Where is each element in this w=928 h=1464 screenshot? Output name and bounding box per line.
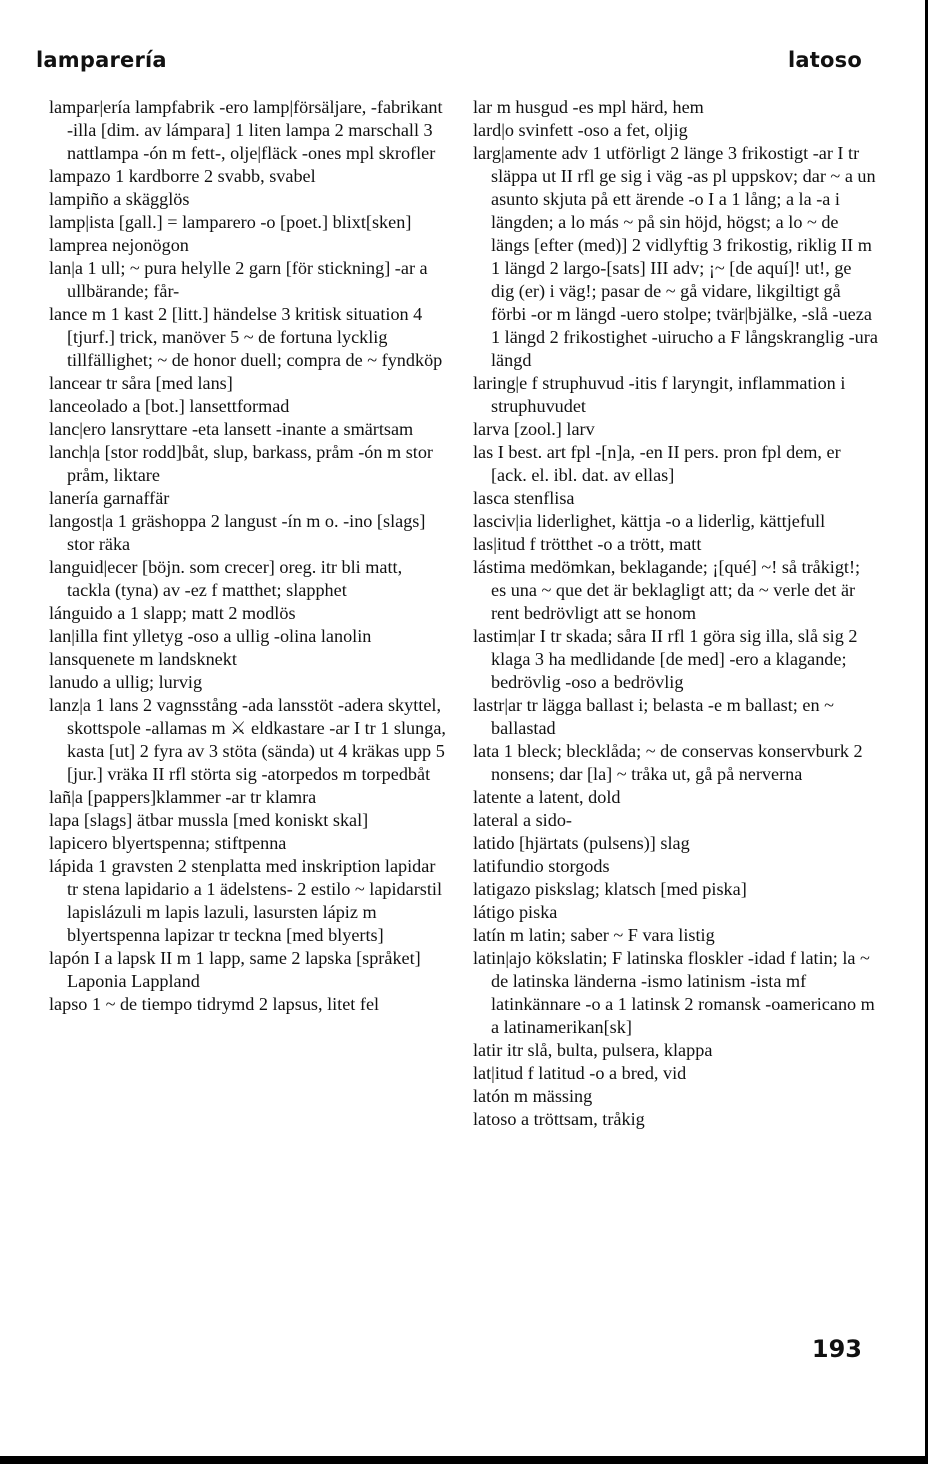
dictionary-entry: lánguido a 1 slapp; matt 2 modlös [49, 603, 296, 623]
dictionary-entry: lata 1 bleck; blecklåda; ~ de conservas konservburk 2 nonsens; dar [la] ~ tråka ut, gå på nerverna [473, 741, 863, 784]
dictionary-entry: latin|ajo kökslatin; F latinska floskler -idad f latin; la ~ de latinska länderna -ismo latinism -ista mf latinkännare -o a 1 latinsk 2 romansk -oamericano m a latinamerikan[sk] [473, 948, 875, 1037]
dictionary-entry: lañ|a [pappers]klammer -ar tr klamra [49, 787, 317, 807]
right-column [473, 96, 878, 1131]
dictionary-entry: latoso a tröttsam, tråkig [473, 1109, 645, 1129]
dictionary-entry: lanceolado a [bot.] lansettformad [49, 396, 290, 416]
dictionary-entry: latigazo piskslag; klatsch [med piska] [473, 879, 747, 899]
dictionary-entry: lard|o svinfett -oso a fet, oljig [473, 120, 688, 140]
dictionary-entry: lastr|ar tr lägga ballast i; belasta -e m ballast; en ~ ballastad [473, 695, 834, 738]
dictionary-entry: lasca stenflisa [473, 488, 575, 508]
dictionary-entry: larva [zool.] larv [473, 419, 595, 439]
running-head-right: latoso [788, 48, 862, 72]
dictionary-entry: lansquenete m landsknekt [49, 649, 237, 669]
dictionary-entry: lan|illa fint ylletyg -oso a ullig -olina lanolin [49, 626, 372, 646]
dictionary-entry: lapón I a lapsk II m 1 lapp, same 2 lapska [språket] Laponia Lappland [49, 948, 421, 991]
dictionary-entry: languid|ecer [böjn. som crecer] oreg. itr bli matt, tackla (tyna) av -ez f matthet; slapphet [49, 557, 403, 600]
dictionary-entry: larg|amente adv 1 utförligt 2 länge 3 frikostigt -ar I tr släppa ut II rfl ge sig i väg -as pl uppskov; dar ~ a un asunto skjuta på ett ärende -o I a 1 lång; a la -a i längden; a lo más ~ på sin höjd, högst; a lo ~ de längs [efter (med)] 2 vidlyftig 3 frikostig, riklig II m 1 längd 2 largo-[sats] III adv; ¡~ [de aquí]! ut!, ge dig (er) i väg!; pasar de ~ gå vidare, likgiltigt gå förbi -or m längd -uero stolpe; tvär|bjälke, -slå -ueza 1 längd 2 frikostighet -uirucho a F långskranglig -ura längd [473, 143, 878, 370]
dictionary-entry: lamprea nejonögon [49, 235, 189, 255]
dictionary-entry: lampiño a skägglös [49, 189, 190, 209]
dictionary-entry: lateral a sido- [473, 810, 572, 830]
dictionary-entry: lápida 1 gravsten 2 stenplatta med inskription lapidar tr stena lapidario a 1 ädelstens- 2 estilo ~ lapidarstil lapislázuli m lapis lazuli, lasursten lápiz m blyertspenna lapizar tr teckna [med blyerts] [49, 856, 443, 945]
dictionary-entry: lance m 1 kast 2 [litt.] händelse 3 kritisk situation 4 [tjurf.] trick, manöver 5 ~ de fortuna lycklig tillfällighet; ~ de honor duell; compra de ~ fyndköp [49, 304, 443, 370]
running-head-left: lamparería [36, 48, 167, 72]
dictionary-entry: lastim|ar I tr skada; såra II rfl 1 göra sig illa, slå sig 2 klaga 3 ha medlidande [de med] -ero a klagande; bedrövlig -oso a bedrövlig [473, 626, 858, 692]
dictionary-entry: latente a latent, dold [473, 787, 621, 807]
dictionary-entry: lan|a 1 ull; ~ pura helylle 2 garn [för stickning] -ar a ullbärande; får- [49, 258, 428, 301]
dictionary-entry: lampazo 1 kardborre 2 svabb, svabel [49, 166, 316, 186]
dictionary-entry: latir itr slå, bulta, pulsera, klappa [473, 1040, 713, 1060]
dictionary-entry: lanería garnaffär [49, 488, 170, 508]
dictionary-entry: lar m husgud -es mpl härd, hem [473, 97, 704, 117]
dictionary-entry: langost|a 1 gräshoppa 2 langust -ín m o. -ino [slags] stor räka [49, 511, 426, 554]
dictionary-entry: lasciv|ia liderlighet, kättja -o a liderlig, kättjefull [473, 511, 826, 531]
scan-edge-bottom [0, 1456, 928, 1464]
dictionary-entry: laring|e f struphuvud -itis f laryngit, inflammation i struphuvudet [473, 373, 846, 416]
dictionary-entry: lanudo a ullig; lurvig [49, 672, 203, 692]
dictionary-entry: lampar|ería lampfabrik -ero lamp|försäljare, -fabrikant -illa [dim. av lámpara] 1 liten lampa 2 marschall 3 nattlampa -ón m fett-, olje|fläck -ones mpl skrofler [49, 97, 443, 163]
dictionary-entry: latín m latin; saber ~ F vara listig [473, 925, 715, 945]
dictionary-entry: lapa [slags] ätbar mussla [med koniskt skal] [49, 810, 369, 830]
dictionary-entry: lástima medömkan, beklagande; ¡[qué] ~! så tråkigt!; es una ~ que det är beklagligt att; da ~ verle det är rent bedrövligt att se honom [473, 557, 861, 623]
dictionary-entry: latifundio storgods [473, 856, 610, 876]
dictionary-entry: lancear tr såra [med lans] [49, 373, 233, 393]
dictionary-entry: latido [hjärtats (pulsens)] slag [473, 833, 690, 853]
dictionary-entry: látigo piska [473, 902, 558, 922]
dictionary-entry: lapso 1 ~ de tiempo tidrymd 2 lapsus, litet fel [49, 994, 380, 1014]
dictionary-entry: lanz|a 1 lans 2 vagnsstång -ada lansstöt -adera skyttel, skottspole -allamas m ⚔ eldkastare -ar I tr 1 slunga, kasta [ut] 2 fyra av 3 stöta (sända) ut 4 kräkas upp 5 [jur.] vräka II rfl störta sig -atorpedos m torpedbåt [49, 695, 446, 784]
dictionary-entry: las I best. art fpl -[n]a, -en II pers. pron fpl dem, er [ack. el. ibl. dat. av ellas] [473, 442, 841, 485]
dictionary-entry: lanch|a [stor rodd]båt, slup, barkass, pråm -ón m stor pråm, liktare [49, 442, 433, 485]
dictionary-entry: lat|itud f latitud -o a bred, vid [473, 1063, 687, 1083]
left-column [49, 96, 449, 1016]
page-number: 193 [811, 1335, 862, 1363]
dictionary-entry: las|itud f trötthet -o a trött, matt [473, 534, 702, 554]
dictionary-entry: lamp|ista [gall.] = lamparero -o [poet.] blixt[sken] [49, 212, 412, 232]
dictionary-entry: lanc|ero lansryttare -eta lansett -inante a smärtsam [49, 419, 414, 439]
dictionary-entry: lapicero blyertspenna; stiftpenna [49, 833, 287, 853]
dictionary-entry: latón m mässing [473, 1086, 593, 1106]
